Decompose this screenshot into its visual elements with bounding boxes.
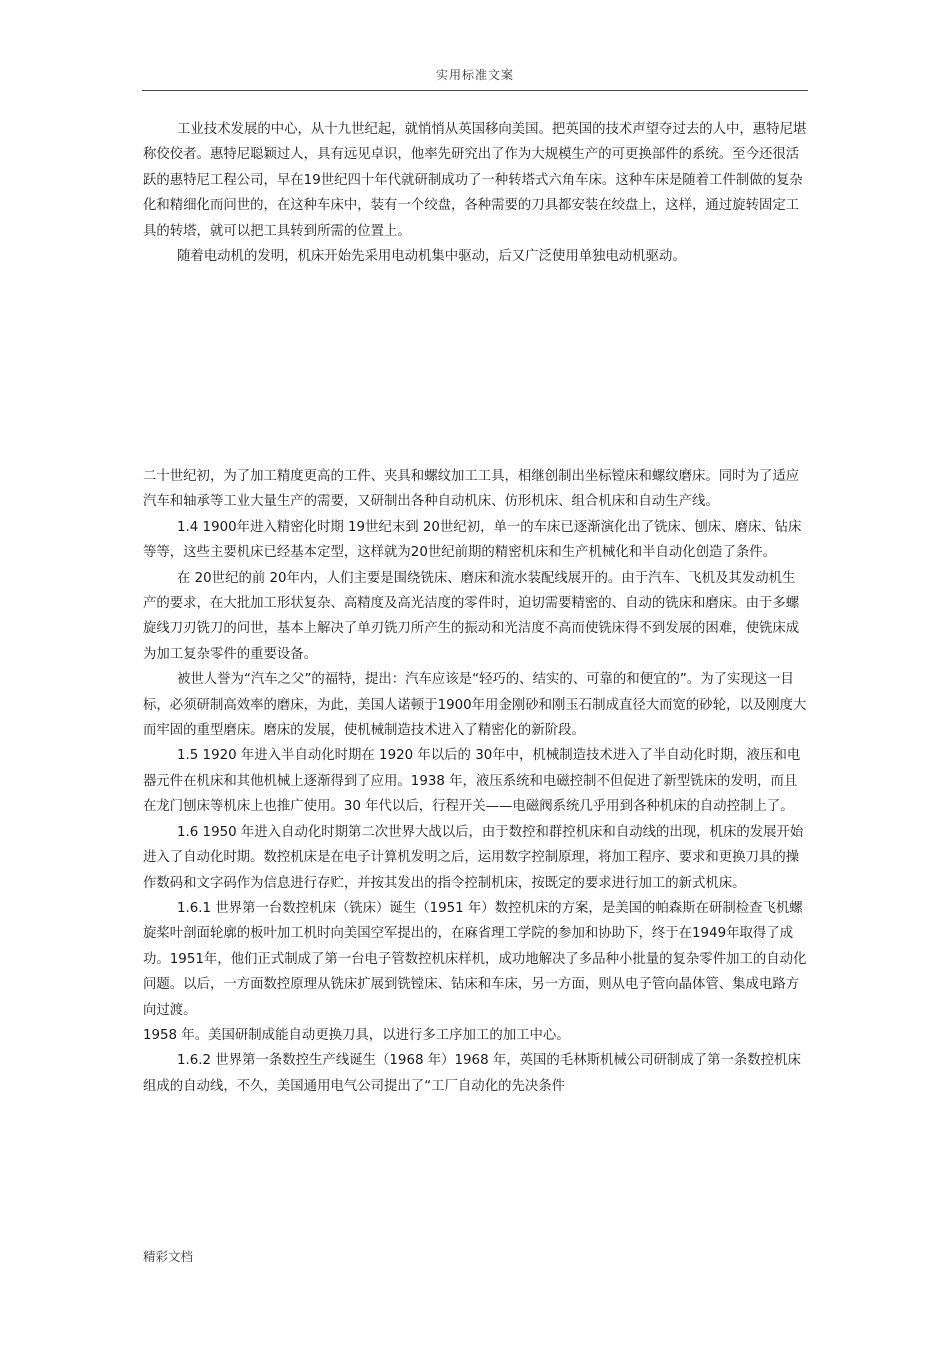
text-block-main (143, 464, 807, 1099)
page-footer: 精彩文档 (143, 1249, 194, 1264)
page-header: 实用标准文案 (435, 68, 514, 82)
text-block-top (143, 117, 807, 269)
paragraph-1-5: 1.5 1920 年进入半自动化时期在 1920 年以后的 30年中，机械制造技术进入了半自动化时期，液压和电器元件在机床和其他机械上逐渐得到了应用。1938 年，液压系统和电磁控制不但促进了新型铣床的发明，而且在龙门刨床等机床上也推广使用。30 年代以后，行程开关——电磁阀系统几乎用到各种机床的自动控制上了。 (143, 748, 801, 815)
paragraph-1-4: 1.4 1900年进入精密化时期 19世纪末到 20世纪初，单一的车床已逐渐演化出了铣床、刨床、磨床、钻床等等，这些主要机床已经基本定型，这样就为20世纪前期的精密机床和生产机械化和半自动化创造了条件。 (143, 519, 802, 561)
paragraph: 工业技术发展的中心，从十九世纪起，就悄悄从英国移向美国。把英国的技术声望夺过去的人中，惠特尼堪称佼佼者。惠特尼聪颖过人，具有远见卓识，他率先研究出了作为大规模生产的可更换部件的系统。至今还很活跃的惠特尼工程公司，早在19世纪四十年代就研制成功了一种转塔式六角车床。这种车床是随着工件制做的复杂化和精细化而问世的，在这种车床中，装有一个绞盘，各种需要的刀具都安装在绞盘上，这样，通过旋转固定工具的转塔，就可以把工具转到所需的位置上。 (143, 122, 807, 239)
paragraph: 1958 年。美国研制成能自动更换刀具，以进行多工序加工的加工中心。 (143, 1027, 570, 1043)
paragraph: 在 20世纪的前 20年内，人们主要是围绕铣床、磨床和流水装配线展开的。由于汽车、飞机及其发动机生产的要求，在大批加工形状复杂、高精度及高光洁度的零件时，迫切需要精密的、自动的铣床和磨床。由于多螺旋线刀刃铣刀的问世，基本上解决了单刃铣刀所产生的振动和光洁度不高而使铣床得不到发展的困难，使铣床成为加工复杂零件的重要设备。 (143, 570, 800, 662)
paragraph: 二十世纪初，为了加工精度更高的工件、夹具和螺纹加工工具，相继创制出坐标镗床和螺纹磨床。同时为了适应汽车和轴承等工业大量生产的需要，又研制出各种自动机床、仿形机床、组合机床和自动生产线。 (143, 469, 800, 510)
header-divider (142, 90, 808, 91)
paragraph-1-6-2: 1.6.2 世界第一条数控生产线诞生（1968 年）1968 年，英国的毛林斯机械公司研制成了第一条数控机床组成的自动线，不久，美国通用电气公司提出了“工厂自动化的先决条件 (143, 1053, 801, 1094)
paragraph-1-6-1: 1.6.1 世界第一台数控机床（铣床）诞生（1951 年）数控机床的方案，是美国的帕森斯在研制检查飞机螺旋桨叶剖面轮廓的板叶加工机时向美国空军提出的，在麻省理工学院的参加和协助下，终于在1949年取得了成功。1951年，他们正式制成了第一台电子管数控机床样机，成功地解决了多品种小批量的复杂零件加工的自动化问题。以后，一方面数控原理从铣床扩展到铣镗床、钻床和车床，另一方面，则从电子管向晶体管、集成电路方向过渡。 (143, 900, 807, 1018)
paragraph: 随着电动机的发明，机床开始先采用电动机集中驱动，后又广泛使用单独电动机驱动。 (177, 249, 686, 265)
paragraph: 被世人誉为“汽车之父”的福特，提出：汽车应该是“轻巧的、结实的、可靠的和便宜的”。为了实现这一目标，必须研制高效率的磨床，为此，美国人诺顿于1900年用金刚砂和刚玉石制成直径大而宽的砂轮，以及刚度大而牢固的重型磨床。磨床的发展，使机械制造技术进入了精密化的新阶段。 (143, 672, 807, 739)
paragraph-1-6: 1.6 1950 年进入自动化时期第二次世界大战以后，由于数控和群控机床和自动线的出现，机床的发展开始进入了自动化时期。数控机床是在电子计算机发明之后，运用数字控制原理，将加工程序、要求和更换刀具的操作数码和文字码作为信息进行存贮，并按其发出的指令控制机床，按既定的要求进行加工的新式机床。 (143, 824, 804, 891)
